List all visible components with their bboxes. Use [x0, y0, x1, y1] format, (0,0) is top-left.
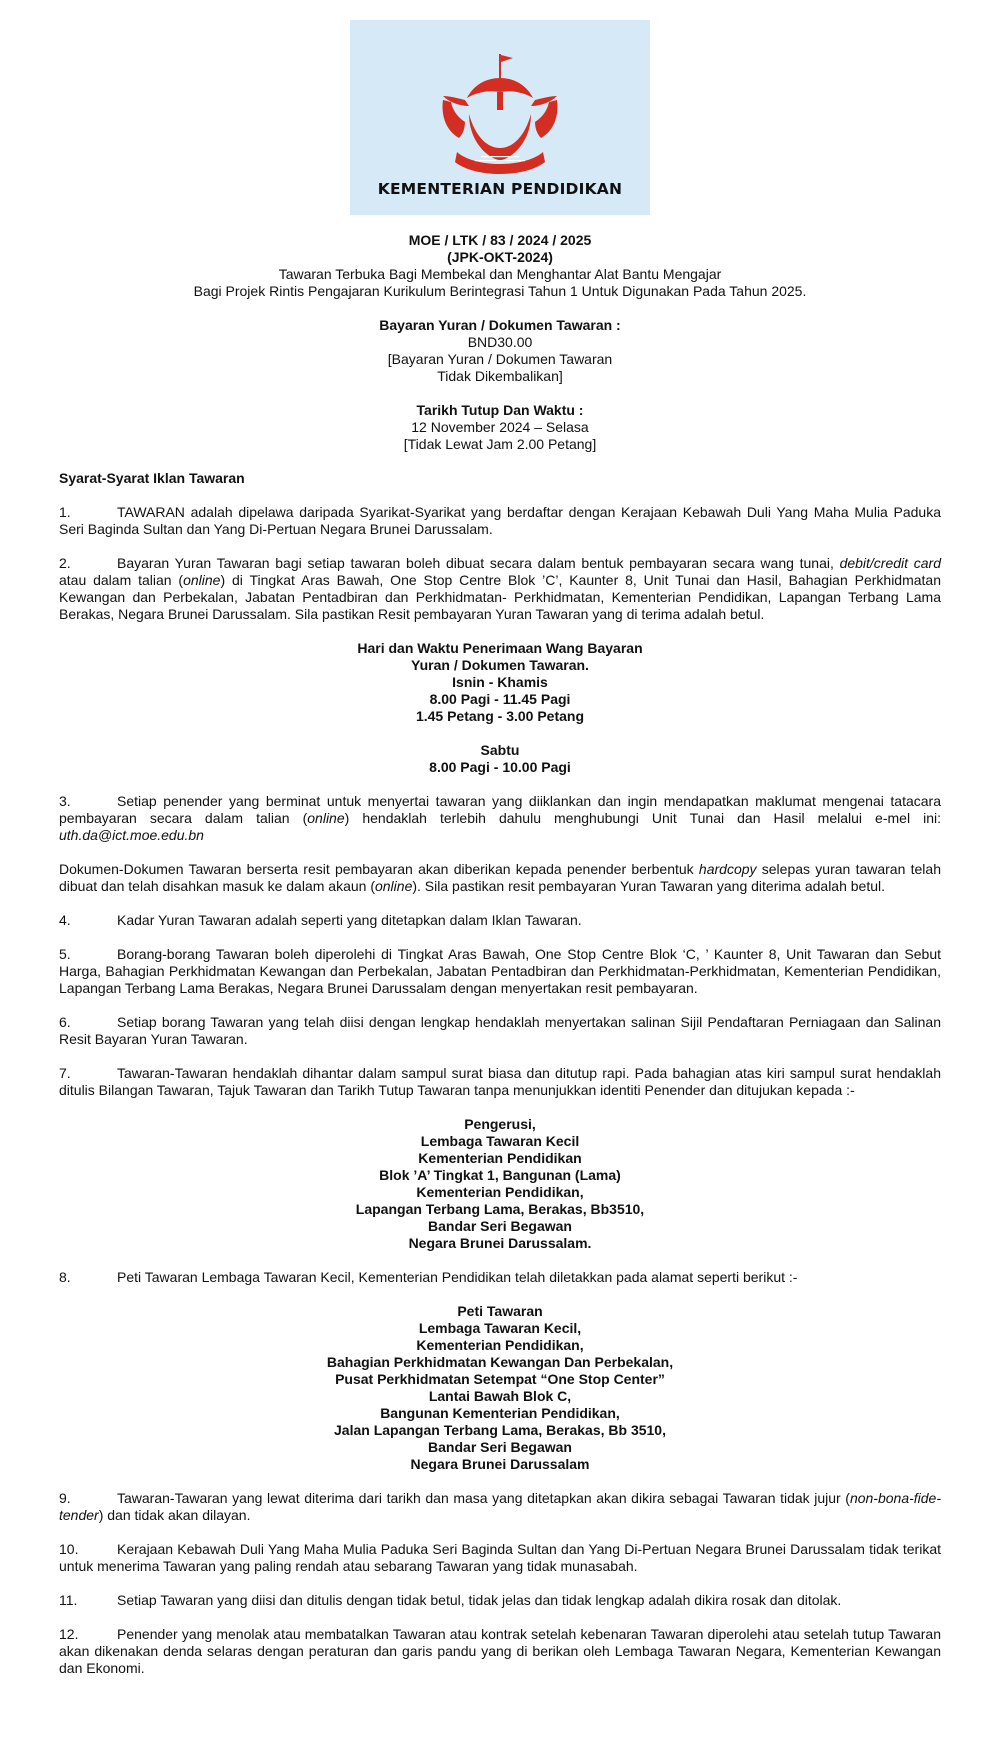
paragraph-5: 5. Borang-borang Tawaran boleh diperolehi di Tingkat Aras Bawah, One Stop Centre Blok ‘C, ’ Kaunter 8, Unit Tawaran dan Sebut Harga, Bahagian Perkhidmatan Kewangan dan Perbekalan, Jabatan Pentadbiran dan Perkhidmatan-Perkhidmatan, Kementerian Pendidikan, Lapangan Terbang Lama Berakas, Negara Brunei Darussalam dengan menyertakan resit pembayaran. [59, 946, 941, 996]
tender-title-line2: Bagi Projek Rintis Pengajaran Kurikulum Berintegrasi Tahun 1 Untuk Digunakan Pada Tahun 2025. [193, 283, 807, 299]
paragraph-3b: Dokumen-Dokumen Tawaran berserta resit pembayaran akan diberikan kepada penender berbentuk hardcopy selepas yuran tawaran telah dibuat dan telah disahkan masuk ke dalam akaun (online). Sila pastikan resit pembayaran Yuran Tawaran yang diterima adalah betul. [59, 861, 941, 894]
paragraph-6: 6. Setiap borang Tawaran yang telah diisi dengan lengkap hendaklah menyertakan salinan Sijil Pendaftaran Perniagaan dan Salinan Resit Bayaran Yuran Tawaran. [59, 1014, 941, 1047]
hours-saturday-slot: 8.00 Pagi - 10.00 Pagi [429, 759, 571, 775]
payment-hours-block [59, 640, 941, 776]
tender-title-line1: Tawaran Terbuka Bagi Membekal dan Menghantar Alat Bantu Mengajar [278, 266, 722, 282]
hours-slot-morning: 8.00 Pagi - 11.45 Pagi [429, 691, 571, 707]
document-body [59, 232, 941, 1677]
hours-heading-2: Yuran / Dokumen Tawaran. [411, 657, 589, 673]
tender-code: (JPK-OKT-2024) [447, 249, 553, 265]
paragraph-10: 10. Kerajaan Kebawah Duli Yang Maha Mulia Paduka Seri Baginda Sultan dan Yang Di-Pertuan Negara Brunei Darussalam tidak terikat untuk menerima Tawaran yang paling rendah atau sebarang Tawaran yang tidak munasabah. [59, 1541, 941, 1574]
paragraph-11: 11. Setiap Tawaran yang diisi dan ditulis dengan tidak betul, tidak jelas dan tidak lengkap adalah dikira rosak dan ditolak. [59, 1592, 842, 1608]
address-chairman: Pengerusi, Lembaga Tawaran Kecil Kementerian Pendidikan Blok ’A’ Tingkat 1, Bangunan (Lama) Kementerian Pendidikan, Lapangan Terbang Lama, Berakas, Bb3510, Bandar Seri Begawan Negara Brunei Darussalam. [355, 1116, 645, 1251]
hours-heading-1: Hari dan Waktu Penerimaan Wang Bayaran [357, 640, 643, 656]
paragraph-1: 1. TAWARAN adalah dipelawa daripada Syarikat-Syarikat yang berdaftar dengan Kerajaan Kebawah Duli Yang Maha Mulia Paduka Seri Baginda Sultan dan Yang Di-Pertuan Negara Brunei Darussalam. [59, 504, 941, 537]
ministry-logo [350, 20, 650, 215]
fee-heading: Bayaran Yuran / Dokumen Tawaran : [379, 317, 621, 333]
paragraph-12: 12. Penender yang menolak atau membatalkan Tawaran atau kontrak setelah kebenaran Tawaran diperolehi atau setelah tutup Tawaran akan dikenakan denda selaras dengan peraturan dan garis pandu yang di berikan oleh Lembaga Tawaran Negara, Kementerian Kewangan dan Ekonomi. [59, 1626, 941, 1676]
paragraph-8: 8. Peti Tawaran Lembaga Tawaran Kecil, Kementerian Pendidikan telah diletakkan pada alamat seperti berikut :- [59, 1269, 798, 1285]
fee-block [59, 317, 941, 385]
fee-note-line2: Tidak Dikembalikan] [437, 368, 563, 384]
header-block [59, 232, 941, 300]
closing-heading: Tarikh Tutup Dan Waktu : [416, 402, 584, 418]
closing-block [59, 402, 941, 453]
brunei-crest-icon [435, 52, 565, 180]
closing-date: 12 November 2024 – Selasa [411, 419, 589, 435]
paragraph-2: 2. Bayaran Yuran Tawaran bagi setiap tawaran boleh dibuat secara dalam bentuk pembayaran secara wang tunai, debit/credit card atau dalam talian (online) di Tingkat Aras Bawah, One Stop Centre Blok ’C’, Kaunter 8, Unit Tunai dan Hasil, Bahagian Perkhidmatan Kewangan dan Perbekalan, Jabatan Pentadbiran dan Perkhidmatan- Perkhidmatan, Kementerian Pendidikan, Lapangan Terbang Lama Berakas, Negara Brunei Darussalam. Sila pastikan Resit pembayaran Yuran Tawaran yang di terima adalah betul. [59, 555, 941, 622]
address-tender-box: Peti Tawaran Lembaga Tawaran Kecil, Kementerian Pendidikan, Bahagian Perkhidmatan Kewangan Dan Perbekalan, Pusat Perkhidmatan Setempat “One Stop Center” Lantai Bawah Blok C, Bangunan Kementerian Pendidikan, Jalan Lapangan Terbang Lama, Berakas, Bb 3510, Bandar Seri Begawan Negara Brunei Darussalam [326, 1303, 674, 1472]
fee-amount: BND30.00 [467, 334, 533, 350]
paragraph-7: 7. Tawaran-Tawaran hendaklah dihantar dalam sampul surat biasa dan ditutup rapi. Pada bahagian atas kiri sampul surat hendaklah ditulis Bilangan Tawaran, Tajuk Tawaran dan Tarikh Tutup Tawaran tanpa menunjukkan identiti Penender dan ditujukan kepada :- [59, 1065, 941, 1098]
conditions-heading: Syarat-Syarat Iklan Tawaran [59, 470, 245, 486]
paragraph-4: 4. Kadar Yuran Tawaran adalah seperti yang ditetapkan dalam Iklan Tawaran. [59, 912, 582, 928]
reference-number: MOE / LTK / 83 / 2024 / 2025 [408, 232, 592, 248]
paragraph-3: 3. Setiap penender yang berminat untuk menyertai tawaran yang diiklankan dan ingin mendapatkan maklumat mengenai tatacara pembayaran secara dalam talian (online) hendaklah terlebih dahulu menghubungi Unit Tunai dan Hasil melalui e-mel ini: uth.da@ict.moe.edu.bn [59, 793, 941, 843]
hours-saturday: Sabtu [480, 742, 520, 758]
hours-slot-afternoon: 1.45 Petang - 3.00 Petang [415, 708, 585, 724]
closing-time: [Tidak Lewat Jam 2.00 Petang] [403, 436, 597, 452]
contact-email[interactable]: uth.da@ict.moe.edu.bn [59, 827, 204, 843]
ministry-name: KEMENTERIAN PENDIDIKAN [377, 180, 623, 198]
fee-note-line1: [Bayaran Yuran / Dokumen Tawaran [387, 351, 613, 367]
paragraph-9: 9. Tawaran-Tawaran yang lewat diterima dari tarikh dan masa yang ditetapkan akan dikira sebagai Tawaran tidak jujur (non-bona-fide-tender) dan tidak akan dilayan. [59, 1490, 941, 1523]
hours-weekdays: Isnin - Khamis [452, 674, 548, 690]
